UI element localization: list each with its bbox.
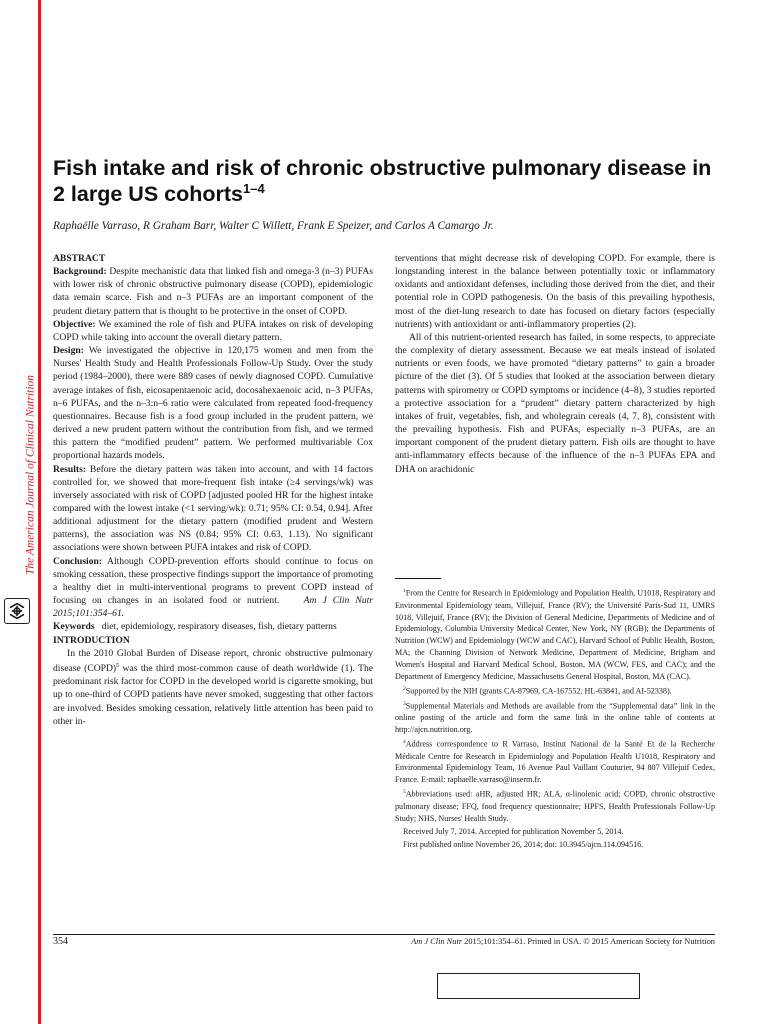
journal-footer-text: 2015;101:354–61. Printed in USA. © 2015 American Society for Nutrition [462,937,715,946]
title-footnote-marker: 1–4 [242,180,265,196]
abstract-objective [53,318,373,344]
journal-logo-icon [4,598,30,624]
intro-text-a: In the 2010 Global Burden of Disease report, chronic obstructive pulmonary disease (COPD) [53,647,373,675]
blank-stamp-box [437,973,640,999]
journal-abbrev: Am J Clin Nutr [411,937,463,946]
footnote-1-marker: 1 [403,588,406,594]
footnote-3 [395,699,715,736]
conclusion-label: Conclusion: [53,555,103,567]
author-list: Raphaëlle Varraso, R Graham Barr, Walter C Willett, Frank E Speizer, and Carlos A Camargo Jr. [53,220,494,232]
footnote-1 [395,586,715,683]
abstract-citation: Am J Clin Nutr 2015;101:354–61. [53,595,373,620]
introduction-paragraph [53,647,373,728]
objective-label: Objective: [53,318,96,330]
footnote-4-marker: 4 [403,738,406,745]
footnote-2-marker: 2 [403,685,406,692]
keywords [53,620,373,633]
design-label: Design: [53,345,84,357]
abstract-background [53,265,373,318]
footer-divider [53,934,715,935]
body-paragraph: All of this nutrient-oriented research has failed, in some respects, to appreciate the complexity of dietary assessment. Because we eat meals instead of isolated nutrients or even foods, we have promoted “dietary patterns” to gain a broader picture of the diet (3). Of 5 studies that looked at the association between dietary patterns with spirometry or COPD symptoms or incidence (4–8), 3 studies reported a protective association for a “prudent” dietary pattern characterized by high intakes of fruit, vegetables, fish, and wholegrain cereals (4, 7, 8), consistent with the prevailing hypothesis. Fish and PUFAs, especially n–3 PUFAs, are an important component of the prudent dietary pattern. Fish oils are thought to have anti-inflammatory effects because of the influence of the n–3 PUFAs EPA and DHA on arachidonic [395,331,715,475]
left-column [53,252,373,728]
title-text: Fish intake and risk of chronic obstructive pulmonary disease in 2 large US cohorts [53,156,712,206]
objective-text: We examined the role of fish and PUFA intakes on risk of developing COPD while taking into account the overall dietary pattern. [53,318,373,343]
footnote-divider [395,578,441,579]
background-label: Background: [53,266,107,278]
keywords-label: Keywords [53,621,95,633]
footnote-5-marker: 5 [403,789,406,796]
design-text: We investigated the objective in 120,175 women and men from the Nurses' Health Study and Health Professionals Follow-Up Study. Over the study period (1984–2000), there were 889 cases of newly diagnosed COPD. Cumulative average intakes of fish, eicosapentaenoic acid, docosahexaenoic acid, n–3 PUFAs, n–6 PUFAs, and the n–3:n–6 ratio were calculated from repeated food-frequency questionnaires. Because fish is a food group included in the prudent pattern, we derived a new prudent pattern without the contribution from fish, and we termed this pattern the “modified prudent” pattern. We performed multivariable Cox proportional hazards models. [53,345,373,462]
abstract-heading: ABSTRACT [53,253,106,264]
footnote-4 [395,737,715,786]
published-line: First published online November 26, 2014; doi: 10.3945/ajcn.114.094516. [403,839,644,849]
keywords-text: diet, epidemiology, respiratory diseases, fish, dietary patterns [101,621,337,633]
article-title [53,155,718,207]
intro-footnote-marker: 5 [116,662,120,669]
journal-footer [411,937,715,946]
footnote-5-text: Abbreviations used: aHR, adjusted HR; ALA, α-linolenic acid; COPD, chronic obstructive pulmonary disease; FFQ, food frequency questionnaire; HPFS, Health Professionals Follow-Up Study; NHS, Nurses' Health Study. [395,789,715,823]
conclusion-text: Although COPD-prevention efforts should continue to focus on smoking cessation, these prospective findings support the importance of promoting a healthy diet in multi-interventional programs to prevent COPD instead of focusing on changes in an isolated food or nutrient. [53,555,373,607]
footnote-1-text: From the Centre for Research in Epidemiology and Population Health, U1018, Respiratory and Environmental Epidemiology team, Villejuif, France (RV); the Université Paris-Sud 11, UMRS 1018, Villejuif, France (RV); the Division of General Medicine, Departments of Medicine and of Epidemiology, Columbia University Medical Center, New York, NY (RGB); the Departments of Nutrition (WCW) and Epidemiology (WCW and CAC), Harvard School of Public Health, Boston, MA; the Channing Division of Network Medicine, Department of Medicine, Brigham and Women's Hospital and Harvard Medical School, Boston, MA (WCW, FES, and CAC); and the Department of Emergency Medicine, Massachusetts General Hospital, Boston, MA (CAC). [395,588,715,682]
footnote-3-marker: 3 [403,700,406,707]
background-text: Despite mechanistic data that linked fish and omega-3 (n–3) PUFAs with lower risk of chronic obstructive pulmonary disease (COPD), epidemiologic data remain scarce. Fish and n–3 PUFAs are an important component of the prudent dietary pattern that is thought to be protective in the onset of COPD. [53,266,373,317]
right-column [395,252,715,476]
footnote-4-text: Address correspondence to R Varraso, Institut National de la Santé Et de la Recherche Médicale Centre for Research in Epidemiology and Population Health U1018, Respiratory and Environmental Epidemiology Team, 16 Avenue Paul Vaillant Couturier, 94 807 Villejuif Cedex, France. E-mail: raphaelle.varraso@inserm.fr. [395,739,715,785]
footnote-2-text: Supported by the NIH (grants CA-87969, CA-167552, HL-63841, and AI-52338). [405,686,672,696]
received-line: Received July 7, 2014. Accepted for publication November 5, 2014. [403,826,624,836]
abstract-results [53,463,373,555]
footnote-2 [395,684,715,698]
introduction-heading: INTRODUCTION [53,634,130,646]
results-label: Results: [53,463,87,475]
intro-text-b: was the third most-common cause of death worldwide (1). The predominant risk factor for COPD in the developed world is cigarette smoking, but up to one-third of COPD patients have never smoked, suggesting that other factors are involved. Besides smoking cessation, relatively little attention has been paid to other in- [53,663,373,727]
body-paragraph-continued: terventions that might decrease risk of developing COPD. For example, there is longstanding interest in the balance between potentially toxic or inflammatory oxidants and antioxidant defenses, including those derived from the diet, and their potential role in COPD pathogenesis. On the basis of this prevailing hypothesis, most of the diet-lung research to date has focused on dietary factors (especially nutrients) with antioxidant or anti-inflammatory properties (2). [395,253,715,330]
footnote-5 [395,787,715,824]
abstract-design [53,344,373,462]
page-number: 354 [53,936,68,947]
abstract-conclusion [53,555,373,621]
journal-spine-title [22,345,40,610]
results-text: Before the dietary pattern was taken into account, and with 14 factors controlled for, we showed that more-frequent fish intake (≥4 servings/wk) was inversely associated with risk of COPD [adjusted pooled HR for the highest intake compared with the lowest intake (<1 serving/wk): 0.71; 95% CI: 0.54, 0.94]. After additional adjustment for the dietary pattern (modified prudent and Western patterns), the association was NS (0.84; 95% CI: 0.63, 1.13). No significant associations were shown between PUFA intakes and risk of COPD. [53,463,373,554]
footnote-3-text: Supplemental Materials and Methods are available from the “Supplemental data” link in the online posting of the article and form the same link in the online table of contents at http://ajcn.nutrition.org. [395,701,715,735]
spine-label: The American Journal of Clinical Nutrition [24,374,37,576]
footnotes [395,586,715,851]
